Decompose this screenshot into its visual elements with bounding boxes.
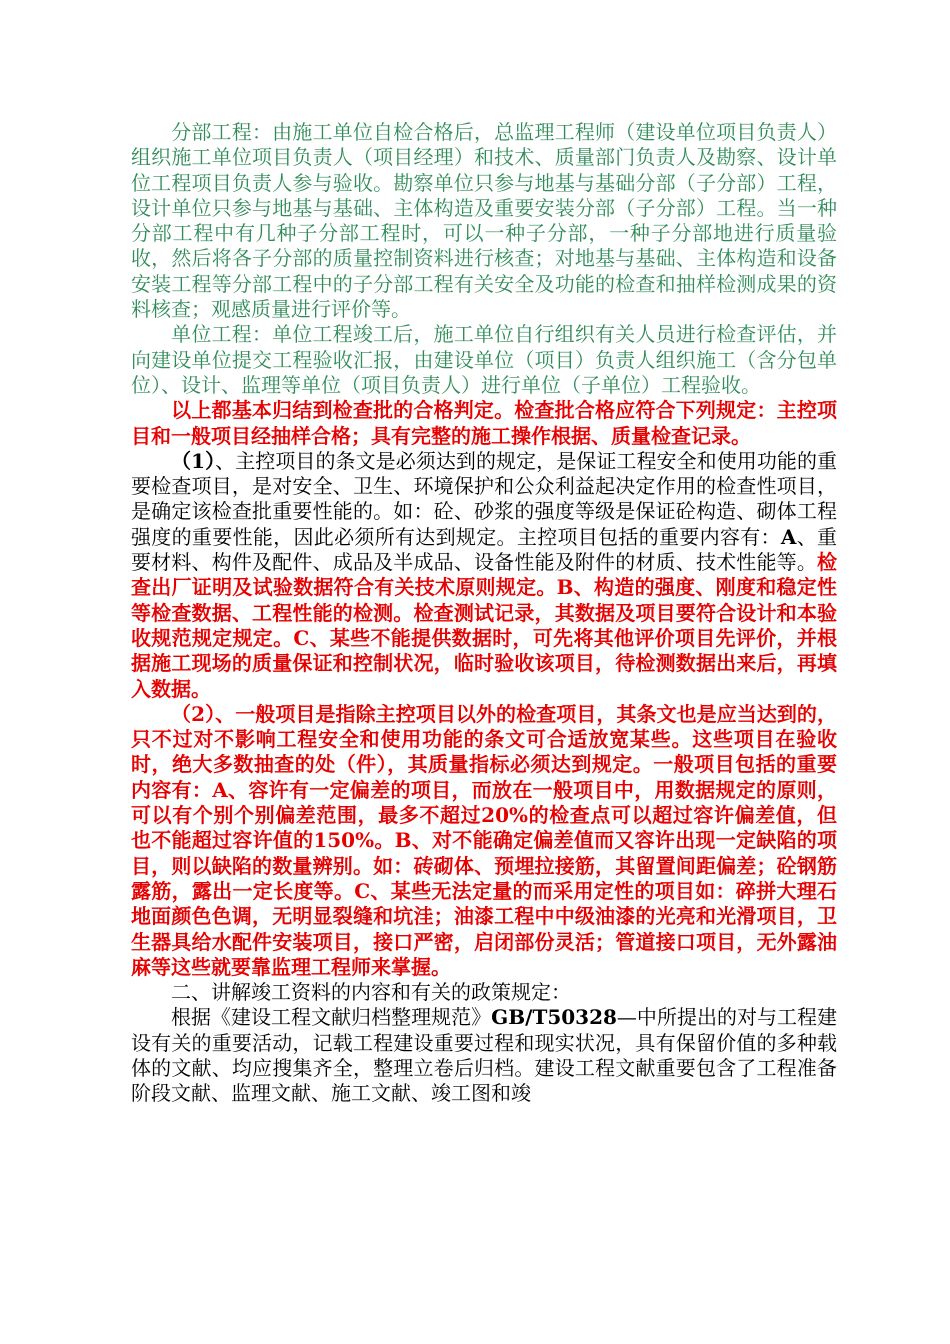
text-segment: （2）、一般项目是指除主控项目以外的检查项目，其条文也是应当达到的，只不过对不影响工程安全和使用功能的条文可合适放宽某些。这些项目在验收时，绝大多数抽查的处（件），其质量指标必须达到规定。一般项目包括的重要内容有：A、容许有一定偏差的项目，而放在一般项目中，用数据规定的原则，可以有个别个别偏差范围，最多不超过20%的检查点可以超过容许偏差值，但也不能超过容许值的150%。B、对不能确定偏差值而又容许出现一定缺陷的项目，则以缺陷的数量辨别。如：砖砌体、预埋拉接筋，其留置间距偏差；砼钢筋露筋，露出一定长度等。C、某些无法定量的而采用定性的项目如：碎拼大理石地面颜色色调，无明显裂缝和坑洼；油漆工程中中级油漆的光亮和光滑项目，卫生器具给水配件安装项目，接口严密，启闭部份灵活；管道接口项目，无外露油麻等这些就要靠监理工程师来掌握。 xyxy=(131,701,837,979)
paragraph-yiban-xiangmu xyxy=(131,702,837,980)
paragraph-fenbu-gongcheng xyxy=(131,120,837,322)
text-segment: 、重要材料、构件及配件、成品及半成品、设备性能及附件的材质、技术性能等。 xyxy=(131,524,838,575)
text-segment: 分部工程：由施工单位自检合格后，总监理工程师（建设单位项目负责人）组织施工单位项目负责人（项目经理）和技术、质量部门负责人及勘察、设计单位工程项目负责人参与验收。勘察单位只参与地基与基础分部（子分部）工程，设计单位只参与地基与基础、主体构造及重要安装分部（子分部）工程。当一种分部工程中有几种子分部工程时，可以一种子分部，一种子分部地进行质量验收，然后将各子分部的质量控制资料进行核查；对地基与基础、主体构造和设备安装工程等分部工程中的子分部工程有关安全及功能的检查和抽样检测成果的资料核查；观感质量进行评价等。 xyxy=(131,120,837,322)
text-segment: 检查出厂证明及试验数据符合有关技术原则规定。B、构造的强度、刚度和稳定性等检查数据、工程性能的检测。检查测试记录，其数据及项目要符合设计和本验收规范规定规定。C、某些不能提供数据时，可先将其他评价项目先评价，并根据施工现场的质量保证和控制状况，临时验收该项目，待检测数据出来后，再填入数据。 xyxy=(131,550,837,701)
document-page xyxy=(131,120,837,1107)
text-segment: GB/T50328 xyxy=(491,1005,617,1030)
text-segment: A xyxy=(780,524,797,549)
paragraph-danwei-gongcheng xyxy=(131,322,837,398)
paragraph-zhukong-xiangmu xyxy=(131,449,837,702)
text-segment: 以上都基本归结到检查批的合格判定。检查批合格应符合下列规定：主控项目和一般项目经抽样合格；具有完整的施工操作根据、质量检查记录。 xyxy=(131,398,837,448)
text-segment: 二、讲解竣工资料的内容和有关的政策规定： xyxy=(171,980,571,1005)
text-segment: （1） xyxy=(171,448,216,473)
paragraph-section-heading xyxy=(131,980,837,1005)
text-segment: —中所提出的对与工程建设有关的重要活动，记载工程建设重要过程和现实状况，具有保留价值的多种载体的文献、均应搜集齐全，整理立卷后归档。建设工程文献重要包含了工程准备阶段文献、监理文献、施工文献、竣工图和竣 xyxy=(131,1005,838,1106)
text-segment: 、主控项目的条文是必须达到的规定，是保证工程安全和使用功能的重要检查项目，是对安全、卫生、环境保护和公众利益起决定作用的检查性项目，是确定该检查批重要性能的。如：砼、砂浆的强度等级是保证砼构造、砌体工程强度的重要性能，因此必须所有达到规定。主控项目包括的重要内容有： xyxy=(131,448,838,549)
paragraph-jianchapi-summary xyxy=(131,398,837,449)
text-segment: 单位工程：单位工程竣工后，施工单位自行组织有关人员进行检查评估，并向建设单位提交工程验收汇报，由建设单位（项目）负责人组织施工（含分包单位）、设计、监理等单位（项目负责人）进行单位（子单位）工程验收。 xyxy=(131,322,837,397)
text-segment: 根据《建设工程文献归档整理规范》 xyxy=(171,1005,492,1030)
paragraph-guidang-guifan xyxy=(131,1005,837,1106)
